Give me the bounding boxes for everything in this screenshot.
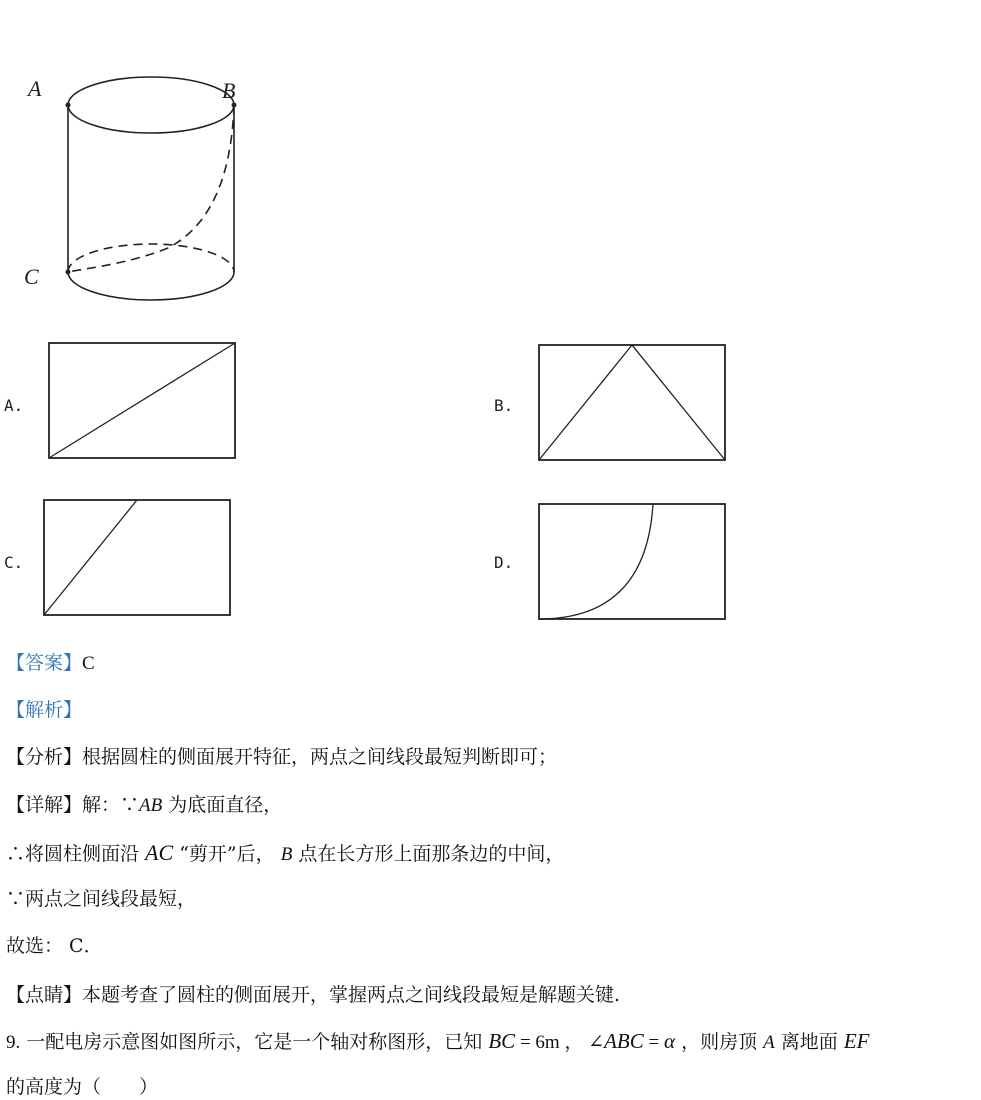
q9-a: A — [763, 1032, 775, 1053]
point-c — [66, 270, 71, 275]
q9-alpha: α — [664, 1029, 676, 1053]
xiangjie-ab: AB — [139, 795, 163, 816]
option-a-figure — [46, 340, 240, 462]
cut-suffix: 点在长方形上面那条边的中间， — [292, 843, 565, 865]
point-b — [232, 103, 237, 108]
xiangjie-suffix: 为底面直径， — [162, 794, 283, 816]
cut-prefix: ∴将圆柱侧面沿 — [6, 843, 146, 865]
label-a: A — [28, 76, 42, 101]
cylinder-bottom-front-arc — [68, 272, 234, 300]
option-d-label: D. — [494, 553, 514, 572]
q9-eq2: = — [643, 1032, 664, 1053]
cylinder-shortest-path — [68, 105, 234, 272]
q9-text2: ，则房顶 — [675, 1031, 764, 1053]
shortest-line: ∵两点之间线段最短， — [6, 888, 197, 910]
point-a — [66, 103, 71, 108]
answer-value: C — [82, 653, 95, 674]
analysis-tag: 【解析】 — [6, 699, 83, 721]
fenxi-tag: 【分析】 — [6, 746, 83, 768]
dianjing-line — [6, 982, 620, 1008]
question-9-line1 — [6, 1028, 869, 1056]
q9-abc: ABC — [604, 1029, 644, 1053]
option-c-label: C. — [4, 553, 24, 572]
option-b-figure — [536, 342, 730, 464]
cut-middle: “剪开”后， — [173, 843, 281, 865]
xiangjie-line — [6, 792, 282, 819]
answer-line — [6, 650, 95, 677]
q9-bc: BC — [488, 1029, 516, 1053]
option-a-label: A. — [4, 396, 24, 415]
xiangjie-prefix: 解：∵ — [82, 794, 140, 816]
cylinder-top-ellipse — [68, 77, 234, 133]
q9-text3: 离地面 — [774, 1031, 844, 1053]
q9-number: 9. — [6, 1032, 21, 1053]
dianjing-text: 本题考查了圆柱的侧面展开，掌握两点之间线段最短是解题关键. — [82, 984, 621, 1006]
answer-tag: 【答案】 — [6, 652, 83, 674]
xiangjie-tag: 【详解】 — [6, 794, 83, 816]
label-c: C — [24, 264, 39, 289]
cut-b: B — [280, 844, 293, 865]
label-b: B — [222, 78, 236, 103]
fenxi-text: 根据圆柱的侧面展开特征，两点之间线段最短判断即可； — [82, 746, 558, 768]
q9-text1: 一配电房示意图如图所示，它是一个轴对称图形，已知 — [20, 1031, 489, 1053]
q9-ef: EF — [843, 1029, 870, 1053]
question-9-line2: 的高度为（ ） — [6, 1076, 159, 1098]
dianjing-tag: 【点睛】 — [6, 984, 83, 1006]
cut-line — [6, 840, 564, 868]
choose-line: 故选： C． — [6, 935, 103, 957]
option-b-label: B. — [494, 396, 514, 415]
q9-eq1: = 6m ， ∠ — [515, 1032, 605, 1053]
option-c-figure — [41, 497, 235, 619]
cylinder-figure — [18, 72, 258, 312]
option-d-figure — [536, 501, 730, 623]
cut-ac: AC — [145, 840, 174, 865]
fenxi-line — [6, 744, 557, 770]
